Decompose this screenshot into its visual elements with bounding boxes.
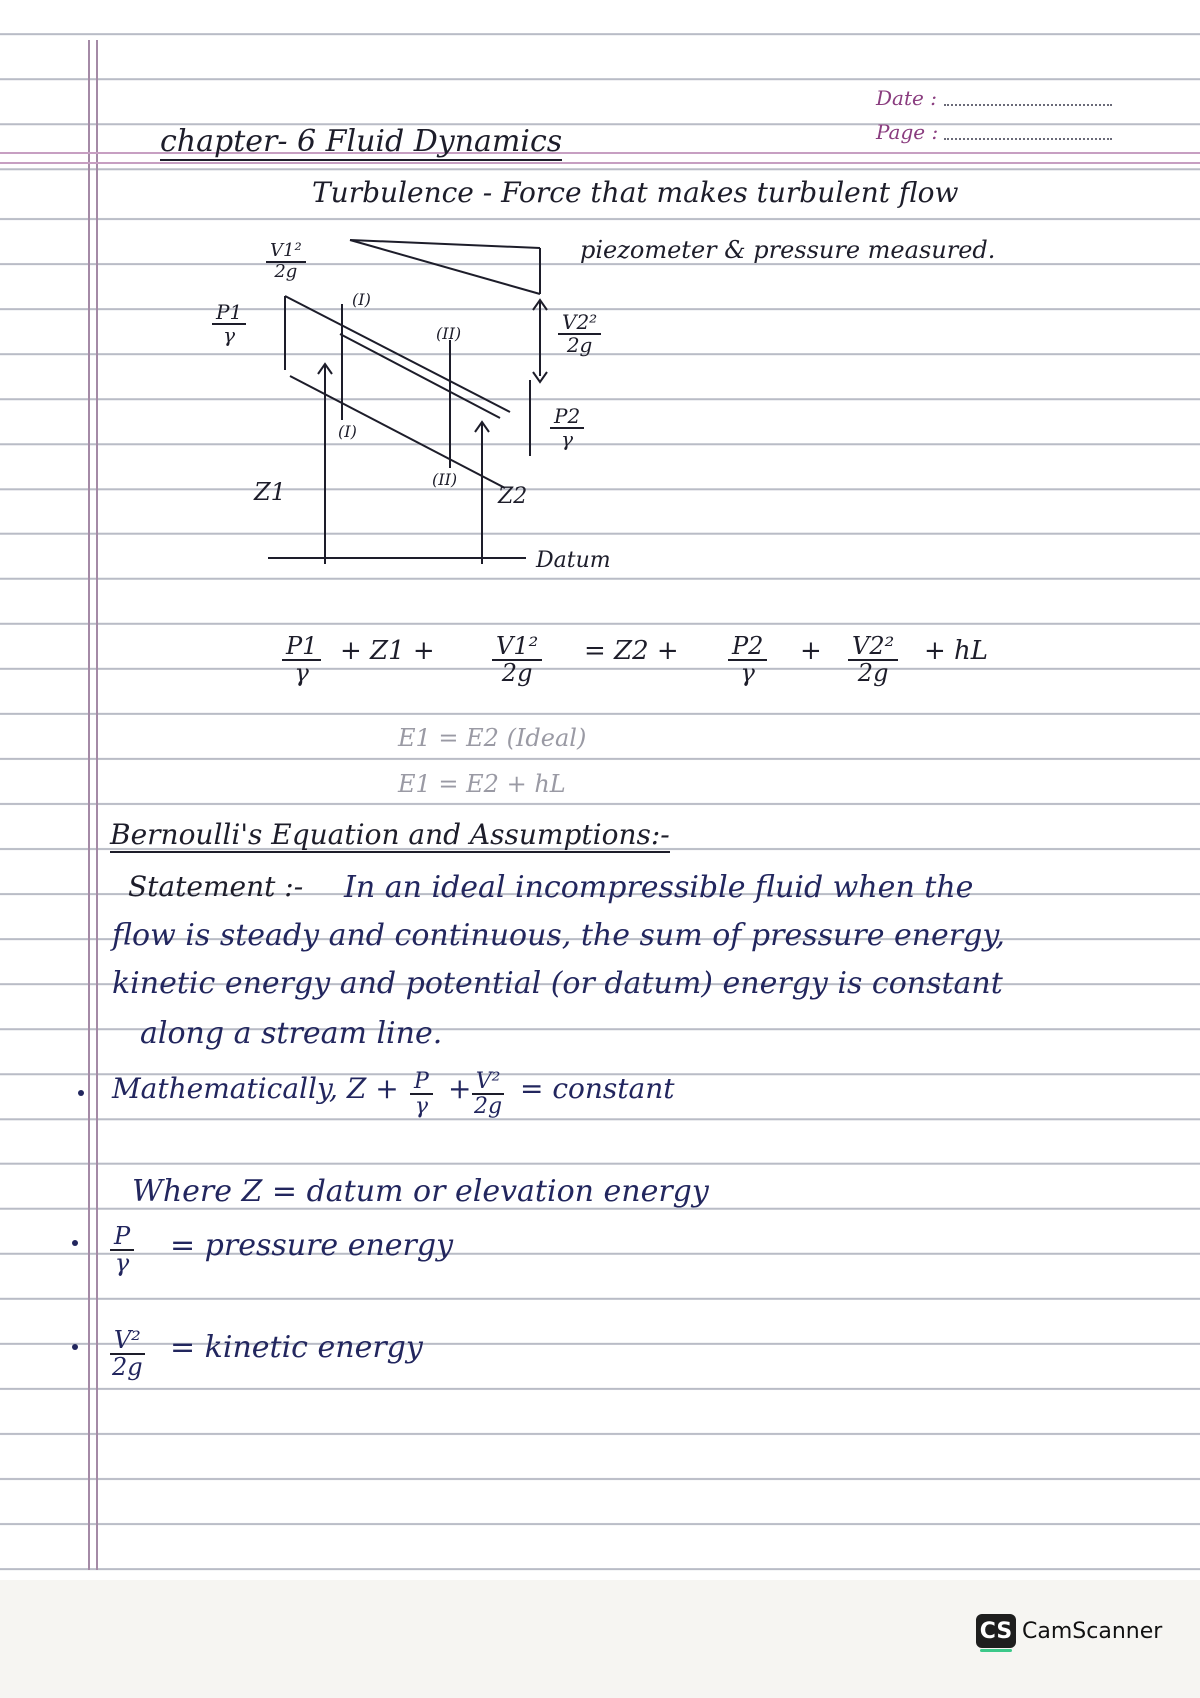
statement-line: kinetic energy and potential (or datum) energy is constant	[112, 966, 1003, 1001]
v1-head-label: $\frac{\text{V1²}}{2g}$	[266, 242, 306, 282]
statement-line: In an ideal incompressible fluid when the	[344, 870, 974, 905]
camscanner-watermark	[976, 1614, 1162, 1648]
math-label: Mathematically, Z +	[112, 1072, 399, 1105]
math-p-fraction: $\frac{P}{\gamma}$	[410, 1070, 433, 1118]
energy-line	[350, 240, 540, 248]
bullet-icon	[72, 1344, 78, 1350]
turbulence-line: Turbulence - Force that makes turbulent flow	[312, 176, 959, 209]
section-marker: (II)	[436, 324, 462, 343]
pressure-text: = pressure energy	[170, 1228, 454, 1263]
real-line: E1 = E2 + hL	[398, 770, 566, 798]
v2-head-label: $\frac{\text{V2²}}{2g}$	[558, 312, 601, 356]
eq-p2: $\frac{P2}{\gamma}$	[728, 634, 767, 686]
bullet-icon	[78, 1090, 84, 1096]
pipe-line	[285, 296, 510, 412]
kinetic-fraction: $\frac{\text{V²}}{2g}$	[108, 1328, 147, 1380]
statement-line: flow is steady and continuous, the sum of pressure energy,	[112, 918, 1005, 953]
camscanner-brand: CamScanner	[1022, 1618, 1163, 1644]
energy-line	[350, 240, 540, 294]
pipe-line	[340, 334, 500, 418]
ideal-line: E1 = E2 (Ideal)	[398, 724, 587, 752]
camscanner-logo-icon: CS	[976, 1614, 1016, 1648]
flow-diagram	[0, 0, 1200, 600]
math-plus: +	[448, 1072, 472, 1105]
page-label: Page :	[876, 120, 939, 144]
pressure-fraction: $\frac{P}{\gamma}$	[110, 1224, 134, 1276]
section-marker: (I)	[352, 290, 371, 309]
kinetic-text: = kinetic energy	[170, 1330, 423, 1365]
section-marker: (II)	[432, 470, 458, 489]
chapter-title: chapter- 6 Fluid Dynamics	[160, 124, 563, 159]
z2-label: Z2	[498, 484, 528, 509]
where-line: Where Z = datum or elevation energy	[132, 1174, 709, 1209]
eq-v1: $\frac{\text{V1²}}{2g}$	[492, 634, 542, 686]
statement-line: along a stream line.	[140, 1016, 443, 1051]
math-constant: = constant	[520, 1072, 675, 1105]
p1-head-label: $\frac{P1}{\gamma}$	[212, 302, 246, 346]
date-label: Date :	[876, 86, 937, 110]
eq-p1: $\frac{P1}{\gamma}$	[282, 634, 321, 686]
datum-label: Datum	[536, 548, 611, 573]
statement-label: Statement :-	[128, 870, 304, 903]
math-v-fraction: $\frac{\text{V²}}{2g}$	[470, 1070, 506, 1118]
eq-head-loss: + hL	[924, 636, 989, 666]
eq-v2: $\frac{\text{V2²}}{2g}$	[848, 634, 898, 686]
z1-label: Z1	[254, 478, 286, 506]
eq-plus: +	[800, 636, 822, 666]
p2-head-label: $\frac{P2}{\gamma}$	[550, 406, 584, 450]
section-marker: (I)	[338, 422, 357, 441]
eq-z2: = Z2 +	[584, 636, 679, 666]
bullet-icon	[72, 1240, 78, 1246]
eq-z1: + Z1 +	[340, 636, 435, 666]
bernoulli-heading: Bernoulli's Equation and Assumptions:-	[110, 818, 670, 851]
piezometer-note: piezometer & pressure measured.	[580, 236, 996, 264]
